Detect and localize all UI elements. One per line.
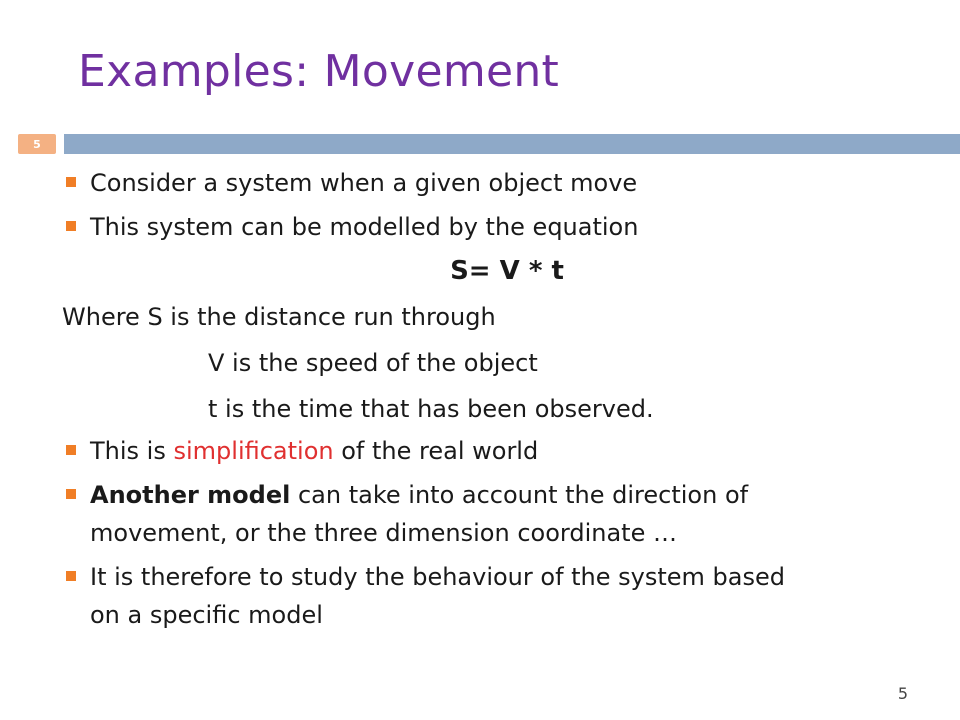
- square-bullet-icon: [66, 445, 76, 455]
- square-bullet-icon: [66, 571, 76, 581]
- square-bullet-icon: [66, 221, 76, 231]
- equation: S= V * t: [450, 256, 564, 286]
- highlighted-term: simplification: [173, 437, 334, 465]
- bullet-item: [62, 480, 952, 510]
- slide-number-badge: [18, 134, 56, 154]
- bullet-item: [62, 168, 952, 198]
- bullet-text: This system can be modelled by the equation: [90, 213, 639, 241]
- page-number: 5: [897, 684, 908, 703]
- bullet-text: can take into account the direction of: [290, 481, 749, 509]
- bullet-continuation: on a specific model: [90, 601, 323, 629]
- bullet-text-group: [62, 437, 538, 465]
- bullet-text: This is: [90, 437, 174, 465]
- bullet-text: of the real world: [333, 437, 539, 465]
- bullet-continuation: movement, or the three dimension coordinate …: [90, 519, 677, 547]
- where-line: V is the speed of the object: [208, 349, 538, 377]
- bullet-text: It is therefore to study the behaviour of the system based: [90, 563, 786, 591]
- where-line: Where S is the distance run through: [62, 303, 496, 331]
- bold-term: Another model: [90, 481, 291, 509]
- header-bar: [64, 134, 960, 154]
- slide-content: [62, 160, 952, 630]
- bullet-item: [62, 436, 952, 466]
- slide-number-badge-label: 5: [33, 137, 41, 151]
- slide-title: Examples: Movement: [78, 46, 560, 97]
- bullet-item: [62, 212, 952, 242]
- bullet-text-group: [62, 481, 748, 509]
- square-bullet-icon: [66, 489, 76, 499]
- where-line: t is the time that has been observed.: [208, 395, 654, 423]
- bullet-item: [62, 562, 952, 592]
- bullet-text: Consider a system when a given object move: [90, 169, 638, 197]
- square-bullet-icon: [66, 177, 76, 187]
